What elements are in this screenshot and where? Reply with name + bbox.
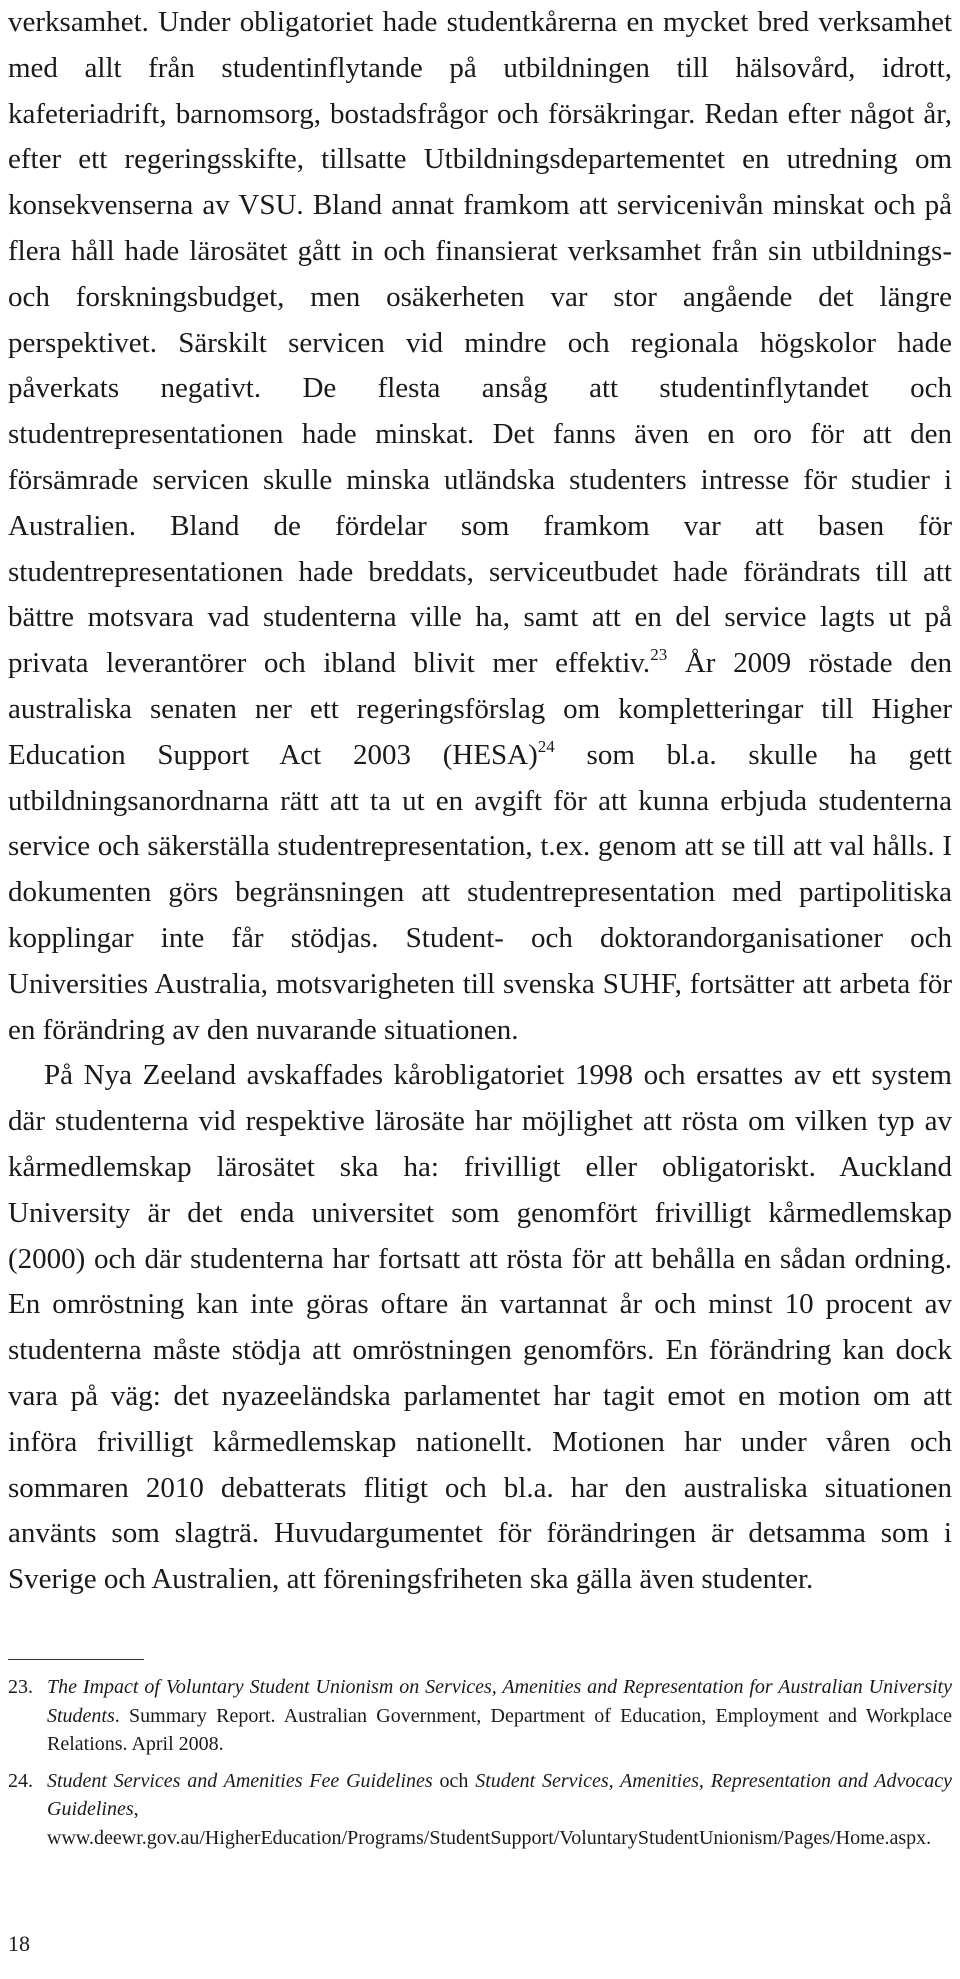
footnote-text: , www.deewr.gov.au/HigherEducation/Programs/StudentSupport/VoluntaryStudentUnionism/Pages/Home.aspx. (47, 1798, 932, 1849)
footnote-number: 24. (8, 1769, 33, 1792)
footnote-divider (8, 1659, 144, 1660)
footnote-text: . Summary Report. Australian Government, Department of Education, Employment and Workplace Relations. April 2008. (47, 1704, 952, 1756)
footnote-ref-23: 23 (650, 645, 668, 665)
footnote-title: The Impact of Voluntary Student Unionism on Services, Amenities and Representation for Australian University Students (47, 1676, 952, 1727)
footnote-23 (8, 1673, 952, 1759)
footnotes (8, 1673, 952, 1861)
paragraph-text: som bl.a. skulle ha gett utbildningsanordnarna rätt att ta ut en avgift för att kunna erbjuda studenterna service och säkerställa studentrepresentation, t.ex. genom att se till att val hålls. I dokumenten görs begränsningen att studentrepresentation med partipolitiska kopplingar inte får stödjas. Student- och doktorandorganisationer och Universities Australia, motsvarigheten till svenska SUHF, fortsätter att arbeta för en förändring av den nuvarande situationen. (8, 738, 952, 1046)
paragraph: På Nya Zeeland avskaffades kårobligatoriet 1998 och ersattes av ett system där studenterna vid respektive lärosäte har möjlighet att rösta om vilken typ av kårmedlemskap lärosätet ska ha: frivilligt eller obligatoriskt. Auckland University är det enda universitet som genomfört frivilligt kårmedlemskap (2000) och där studenterna har fortsatt att rösta för att behålla en sådan ordning. En omröstning kan inte göras oftare än vartannat år och minst 10 procent av studenterna måste stödja att omröstningen genomförs. En förändring kan dock vara på väg: det nyazeeländska parlamentet har tagit emot en motion om att införa frivilligt kårmedlemskap nationellt. Motionen har under våren och sommaren 2010 debatterats flitigt och bl.a. har den australiska situationen använts som slagträ. Huvudargumentet för förändringen är detsamma som i Sverige och Australien, att föreningsfriheten ska gälla även studenter. (8, 1059, 952, 1596)
paragraph-text: År 2009 röstade den australiska senaten ner ett regeringsförslag om kompletteringar till Higher Education Support Act 2003 (HESA) (8, 647, 953, 771)
paragraph (8, 0, 952, 1053)
footnote-text: och (432, 1769, 476, 1792)
footnote-ref-24: 24 (537, 736, 555, 756)
body-text (8, 0, 952, 1603)
footnote-24 (8, 1767, 952, 1853)
page-number: 18 (8, 1931, 30, 1956)
footnote-number: 23. (8, 1676, 33, 1698)
footnote-title: Student Services, Amenities, Representation and Advocacy Guidelines (47, 1769, 952, 1821)
paragraph-text: verksamhet. Under obligatoriet hade studentkårerna en mycket bred verksamhet med allt från studentinflytande på utbildningen till hälsovård, idrott, kafeteriadrift, barnomsorg, bostadsfrågor och försäkringar. Redan efter något år, efter ett regeringsskifte, tillsatte Utbildningsdepartementet en utredning om konsekvenserna av VSU. Bland annat framkom att servicenivån minskat och på flera håll hade lärosätet gått in och finansierat verksamhet från sin utbildnings- och forskningsbudget, men osäkerheten var stor angående det längre perspektivet. Särskilt servicen vid mindre och regionala högskolor hade påverkats negativt. De flesta ansåg att studentinflytandet och studentrepresentationen hade minskat. Det fanns även en oro för att den försämrade servicen skulle minska utländska studenters intresse för studier i Australien. Bland de fördelar som framkom var att basen för studentrepresentationen hade breddats, serviceutbudet hade förändrats till att bättre motsvara vad studenterna ville ha, samt att en del service lagts ut på privata leverantörer och ibland blivit mer effektiv. (8, 6, 952, 680)
footnote-title: Student Services and Amenities Fee Guidelines (47, 1769, 433, 1792)
